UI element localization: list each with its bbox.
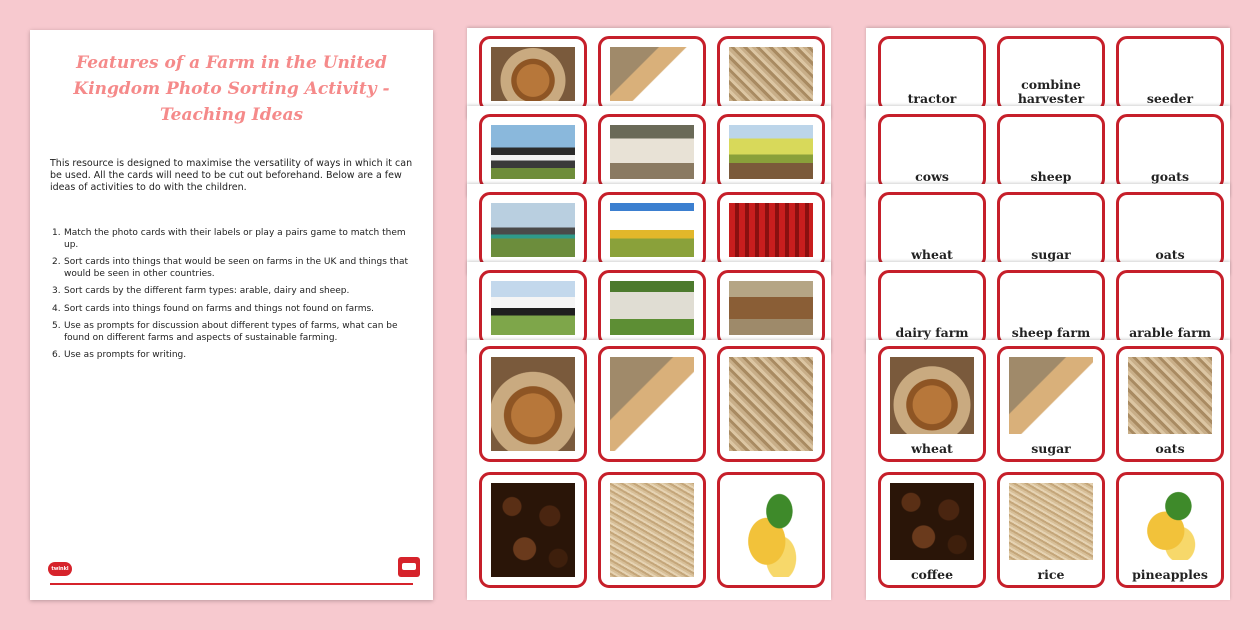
card-label: oats bbox=[1155, 247, 1185, 262]
wheat-sack-photo bbox=[491, 47, 575, 101]
card-sheet bbox=[866, 340, 1230, 600]
idea-item: 4. Sort cards into things found on farms and things not found on farms. bbox=[52, 303, 375, 314]
photo-card bbox=[717, 270, 825, 346]
photo-card bbox=[717, 346, 825, 462]
oats-photo bbox=[729, 357, 813, 451]
oats-photo bbox=[1128, 357, 1212, 434]
word-card bbox=[997, 270, 1105, 346]
photo-card bbox=[598, 346, 706, 462]
word-card bbox=[878, 346, 986, 462]
word-card bbox=[1116, 472, 1224, 588]
idea-item: 6. Use as prompts for writing. bbox=[52, 350, 187, 360]
card-label: sugar bbox=[1031, 247, 1071, 262]
word-card bbox=[878, 36, 986, 112]
word-card bbox=[878, 270, 986, 346]
card-sheet bbox=[467, 340, 831, 600]
word-card bbox=[1116, 36, 1224, 112]
footer-divider bbox=[50, 583, 413, 585]
idea-item: 5. Use as prompts for discussion about different types of farms, what can be found on different farms and aspects of sustainable farming. bbox=[52, 321, 398, 343]
photo-card bbox=[717, 472, 825, 588]
card-label: arable farm bbox=[1129, 325, 1211, 340]
photo-card bbox=[717, 36, 825, 112]
sheep-photo bbox=[610, 125, 694, 179]
photo-card bbox=[479, 192, 587, 268]
pineapple-photo bbox=[1128, 483, 1212, 560]
sugar-sack-photo bbox=[610, 357, 694, 451]
cows-photo bbox=[491, 125, 575, 179]
teaching-ideas-page bbox=[30, 30, 433, 600]
word-card bbox=[997, 472, 1105, 588]
photo-card bbox=[479, 472, 587, 588]
card-label: oats bbox=[1155, 441, 1185, 456]
word-card bbox=[1116, 270, 1224, 346]
tractor-photo bbox=[491, 203, 575, 257]
word-card bbox=[997, 192, 1105, 268]
card-label: coffee bbox=[910, 567, 954, 582]
word-card bbox=[997, 114, 1105, 190]
document-intro: This resource is designed to maximise the versatility of ways in which it can be used. All the cards will need to be cut out beforehand. Below are a few ideas of activities to do with the children. bbox=[50, 158, 413, 193]
word-card bbox=[1116, 192, 1224, 268]
photo-card bbox=[479, 346, 587, 462]
card-label: wheat bbox=[911, 247, 953, 262]
photo-card bbox=[598, 114, 706, 190]
word-card bbox=[1116, 114, 1224, 190]
card-label: rice bbox=[1037, 567, 1065, 582]
coffee-beans-photo bbox=[890, 483, 974, 560]
pineapple-photo bbox=[729, 483, 813, 577]
word-card bbox=[1116, 346, 1224, 462]
card-label: sheep bbox=[1030, 169, 1072, 184]
card-label: goats bbox=[1151, 169, 1189, 184]
twinkl-logo: twinkl bbox=[48, 562, 72, 576]
card-label: cows bbox=[915, 169, 949, 184]
word-card bbox=[997, 36, 1105, 112]
card-label: dairy farm bbox=[895, 325, 969, 340]
card-label: seeder bbox=[1146, 91, 1194, 106]
seeder-photo bbox=[729, 203, 813, 257]
brand-mark-logo bbox=[398, 557, 420, 577]
card-label: pineapples bbox=[1132, 567, 1208, 582]
word-card bbox=[997, 346, 1105, 462]
rice-photo bbox=[610, 483, 694, 577]
rice-photo bbox=[1009, 483, 1093, 560]
photo-card bbox=[598, 36, 706, 112]
card-label: combine harvester bbox=[1017, 77, 1085, 106]
photo-card bbox=[479, 114, 587, 190]
photo-card bbox=[598, 472, 706, 588]
sugar-sack-photo bbox=[610, 47, 694, 101]
card-label: tractor bbox=[907, 91, 957, 106]
dairy-cows-photo bbox=[491, 281, 575, 335]
word-card bbox=[878, 114, 986, 190]
photo-card bbox=[479, 36, 587, 112]
ideas-list bbox=[50, 228, 411, 368]
photo-cards-stack bbox=[467, 28, 831, 600]
wheat-sack-photo bbox=[491, 357, 575, 451]
card-label: sugar bbox=[1031, 441, 1071, 456]
idea-item: 1. Match the photo cards with their labels or play a pairs game to match them up. bbox=[52, 228, 406, 250]
goat-photo bbox=[729, 281, 813, 335]
oats-photo bbox=[729, 47, 813, 101]
coffee-beans-photo bbox=[491, 483, 575, 577]
word-card bbox=[878, 192, 986, 268]
sugar-sack-photo bbox=[1009, 357, 1093, 434]
idea-item: 3. Sort cards by the different farm types: arable, dairy and sheep. bbox=[52, 286, 350, 296]
wheat-sack-photo bbox=[890, 357, 974, 434]
photo-card bbox=[717, 114, 825, 190]
card-label: wheat bbox=[911, 441, 953, 456]
field-photo bbox=[729, 125, 813, 179]
idea-item: 2. Sort cards into things that would be seen on farms in the UK and things that would be seen in other countries. bbox=[52, 257, 409, 279]
photo-card bbox=[598, 270, 706, 346]
combine-harvester-photo bbox=[610, 203, 694, 257]
card-label: sheep farm bbox=[1011, 325, 1091, 340]
label-cards-stack bbox=[866, 28, 1230, 600]
sheep-lamb-photo bbox=[610, 281, 694, 335]
photo-card bbox=[479, 270, 587, 346]
photo-card bbox=[717, 192, 825, 268]
document-title: Features of a Farm in the United Kingdom Photo Sorting Activity - Teaching Ideas bbox=[73, 53, 390, 125]
photo-card bbox=[598, 192, 706, 268]
word-card bbox=[878, 472, 986, 588]
